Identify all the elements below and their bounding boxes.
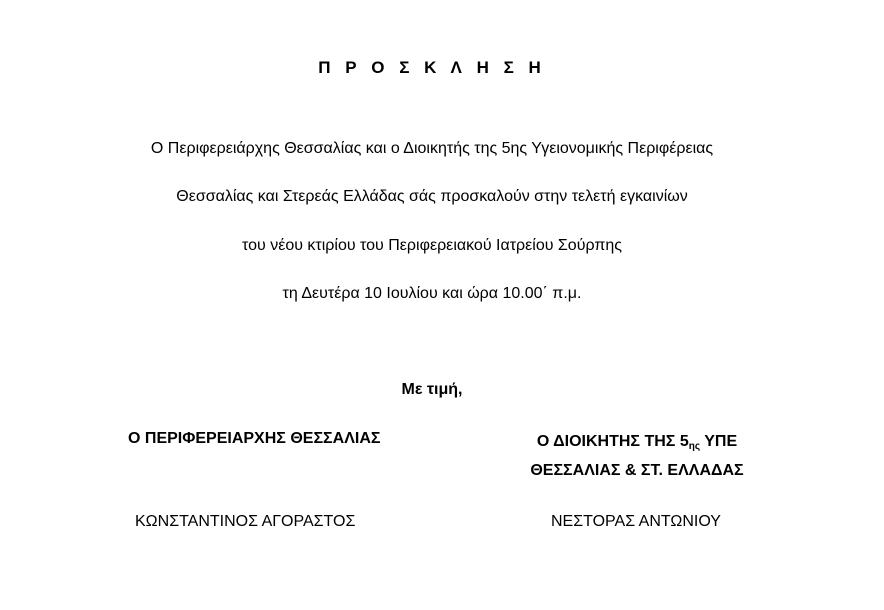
body-line-4: τη Δευτέρα 10 Ιουλίου και ώρα 10.00΄ π.μ. xyxy=(282,285,582,302)
left-signatory-name: ΚΩΝΣΤΑΝΤΙΝΟΣ ΑΓΟΡΑΣΤΟΣ xyxy=(135,513,356,530)
right-signatory-title-line-1 xyxy=(522,430,752,459)
right-title-subscript: ης xyxy=(688,441,701,452)
document-title: Π Ρ Ο Σ Κ Λ Η Σ Η xyxy=(318,58,546,77)
right-signatory-title xyxy=(522,430,752,483)
right-signatory-name: ΝΕΣΤΟΡΑΣ ΑΝΤΩΝΙΟΥ xyxy=(551,513,721,530)
left-signatory-title: Ο ΠΕΡΙΦΕΡΕΙΑΡΧΗΣ ΘΕΣΣΑΛΙΑΣ xyxy=(128,430,381,447)
body-line-1: Ο Περιφερειάρχης Θεσσαλίας και ο Διοικητής της 5ης Υγειονομικής Περιφέρειας xyxy=(150,140,714,157)
right-title-part-1: Ο ΔΙΟΙΚΗΤΗΣ ΤΗΣ 5 xyxy=(536,433,689,450)
right-signatory-title-line-2: ΘΕΣΣΑΛΙΑΣ & ΣΤ. ΕΛΛΑΔΑΣ xyxy=(530,462,744,479)
closing-greeting: Με τιμή, xyxy=(401,381,463,398)
right-title-part-2: ΥΠΕ xyxy=(700,433,738,450)
body-line-2: Θεσσαλίας και Στερεάς Ελλάδας σάς προσκαλούν στην τελετή εγκαινίων xyxy=(176,188,688,205)
body-line-3: του νέου κτιρίου του Περιφερειακού Ιατρείου Σούρπης xyxy=(242,237,622,254)
